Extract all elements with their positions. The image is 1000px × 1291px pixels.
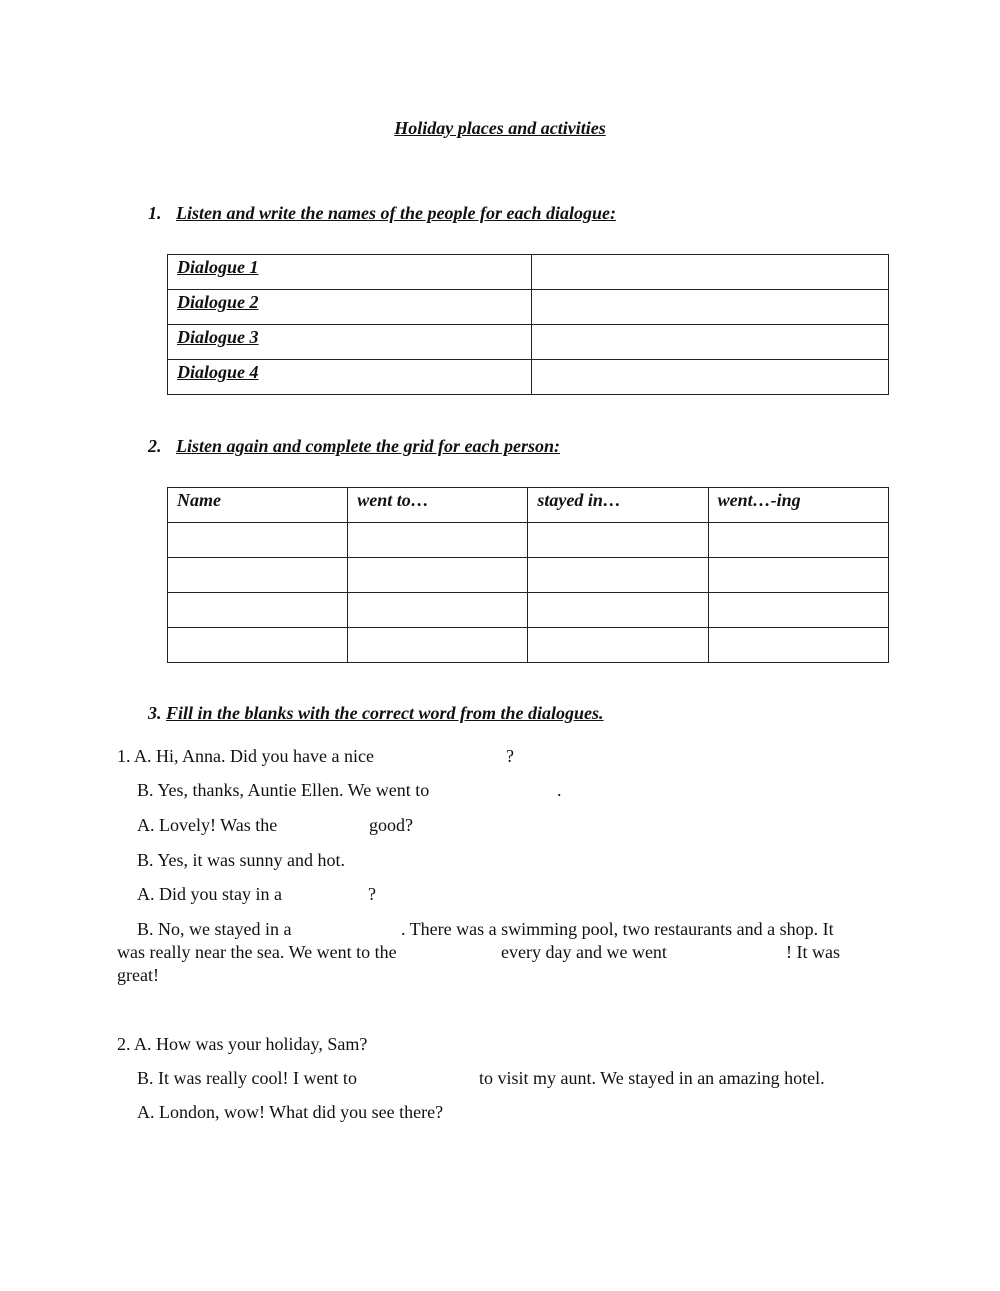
table-header-row [168, 488, 889, 523]
section3-heading-row [148, 703, 604, 724]
dialogue1-line [369, 815, 413, 836]
section3-number: 3. [148, 703, 162, 723]
dialogue-text: . [557, 780, 562, 800]
section1-number: 1. [148, 203, 162, 223]
dialogue-text: B. It was really cool! I went to [137, 1068, 357, 1088]
dialogue-names-table [167, 254, 889, 395]
section2-heading: Listen again and complete the grid for each person: [176, 436, 560, 456]
grid-cell[interactable] [708, 593, 888, 628]
grid-cell[interactable] [168, 628, 348, 663]
dialogue2-line [479, 1068, 825, 1089]
dialogue-label: Dialogue 4 [177, 362, 259, 382]
dialogue-label: Dialogue 1 [177, 257, 259, 277]
column-header: Name [168, 488, 348, 523]
dialogue1-line [137, 884, 282, 905]
dialogue-text: A. Lovely! Was the [137, 815, 278, 835]
dialogue-answer-cell[interactable] [532, 360, 889, 395]
dialogue-text: every day and we went [501, 942, 667, 962]
section2-heading-row [148, 436, 560, 457]
dialogue-text: A. London, wow! What did you see there? [137, 1102, 444, 1122]
grid-cell[interactable] [168, 558, 348, 593]
grid-cell[interactable] [528, 593, 708, 628]
dialogue-text: great! [117, 965, 159, 985]
dialogue-text: B. Yes, thanks, Auntie Ellen. We went to [137, 780, 430, 800]
grid-cell[interactable] [168, 523, 348, 558]
dialogue-answer-cell[interactable] [532, 290, 889, 325]
dialogue-text: ! It was [786, 942, 840, 962]
dialogue-label-cell [168, 290, 532, 325]
dialogue-text: ? [368, 884, 376, 904]
dialogue1-line [137, 850, 345, 871]
grid-cell[interactable] [708, 558, 888, 593]
dialogue-label-cell [168, 360, 532, 395]
grid-cell[interactable] [348, 593, 528, 628]
dialogue1-line [368, 884, 376, 905]
dialogue-answer-cell[interactable] [532, 255, 889, 290]
section1-heading-row [148, 203, 616, 224]
grid-cell[interactable] [528, 558, 708, 593]
grid-cell[interactable] [348, 558, 528, 593]
section3-heading: Fill in the blanks with the correct word from the dialogues. [166, 703, 604, 723]
dialogue-label: Dialogue 3 [177, 327, 259, 347]
dialogue1-line [117, 746, 374, 767]
dialogue1-line [137, 780, 429, 801]
dialogue1-line [137, 815, 277, 836]
dialogue-text: 2. A. How was your holiday, Sam? [117, 1034, 368, 1054]
dialogue1-line [117, 965, 159, 986]
dialogue1-line [786, 942, 840, 963]
grid-cell[interactable] [348, 523, 528, 558]
table-row [168, 290, 889, 325]
grid-cell[interactable] [348, 628, 528, 663]
table-row [168, 593, 889, 628]
dialogue1-line [137, 919, 291, 940]
dialogue1-line [501, 942, 667, 963]
table-row [168, 523, 889, 558]
person-grid-table [167, 487, 889, 663]
table-row [168, 255, 889, 290]
dialogue-text: 1. A. Hi, Anna. Did you have a nice [117, 746, 374, 766]
column-header: went…-ing [708, 488, 888, 523]
table-row [168, 325, 889, 360]
section2-number: 2. [148, 436, 162, 456]
dialogue-text: B. No, we stayed in a [137, 919, 292, 939]
dialogue-text: ? [506, 746, 514, 766]
dialogue-text: to visit my aunt. We stayed in an amazing hotel. [479, 1068, 825, 1088]
grid-cell[interactable] [528, 523, 708, 558]
dialogue-label-cell [168, 325, 532, 360]
dialogue-text: A. Did you stay in a [137, 884, 282, 904]
dialogue-text: . There was a swimming pool, two restaurants and a shop. It [401, 919, 834, 939]
column-header: stayed in… [528, 488, 708, 523]
dialogue-text: good? [369, 815, 413, 835]
grid-cell[interactable] [528, 628, 708, 663]
dialogue1-line [401, 919, 834, 940]
grid-cell[interactable] [708, 523, 888, 558]
dialogue-answer-cell[interactable] [532, 325, 889, 360]
dialogue1-line [117, 942, 397, 963]
grid-cell[interactable] [168, 593, 348, 628]
dialogue-text: B. Yes, it was sunny and hot. [137, 850, 346, 870]
page-title: Holiday places and activities [394, 118, 606, 138]
table-row [168, 558, 889, 593]
dialogue-label-cell [168, 255, 532, 290]
dialogue-label: Dialogue 2 [177, 292, 259, 312]
table-row [168, 360, 889, 395]
dialogue2-line [117, 1034, 367, 1055]
column-header: went to… [348, 488, 528, 523]
table-row [168, 628, 889, 663]
dialogue1-line [506, 746, 514, 767]
dialogue2-line [137, 1068, 357, 1089]
section1-heading: Listen and write the names of the people for each dialogue: [176, 203, 616, 223]
dialogue-text: was really near the sea. We went to the [117, 942, 397, 962]
dialogue2-line [137, 1102, 443, 1123]
grid-cell[interactable] [708, 628, 888, 663]
dialogue1-line [557, 780, 562, 801]
